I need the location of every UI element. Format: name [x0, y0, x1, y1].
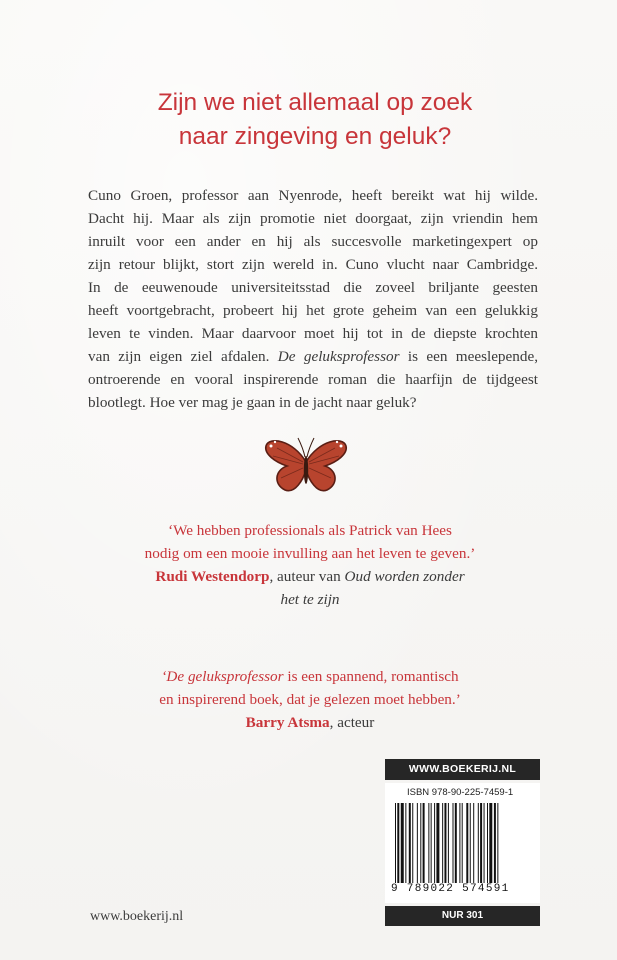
quote-line-rest: is een spannend, romantisch: [283, 668, 459, 685]
book-title-inline: De geluksprofessor: [277, 348, 400, 365]
publisher-url-bar: WWW.BOEKERIJ.NL: [385, 759, 540, 780]
quote-book-title: ‘De geluksprofessor: [161, 668, 284, 685]
barcode-icon: [393, 803, 533, 883]
barcode-digits: 9 789022 574591: [391, 883, 510, 895]
quote-westendorp: [110, 519, 510, 611]
quote-book-title-cont: het te zijn: [280, 591, 340, 608]
blurb-line: Cuno Groen, professor aan Nyenrode, heeft bereikt wat hij wilde.: [88, 187, 538, 204]
blurb-line: heeft voortgebracht, probeert hij het grote geheim van een gelukkig: [88, 302, 538, 319]
blurb-line: blootlegt. Hoe ver mag je gaan in de jacht naar geluk?: [88, 394, 417, 411]
blurb-line: ontroerende en vooral inspirerende roman die haarfijn de tijdgeest: [88, 371, 538, 388]
quote-atsma: [110, 665, 510, 734]
quote-line: nodig om een mooie invulling aan het leven te geven.’: [144, 545, 476, 562]
barcode-box: [385, 783, 540, 903]
blurb-line-8-start: van zijn eigen ziel afdalen.: [88, 348, 278, 365]
quote-attribution: [110, 565, 510, 588]
quote-author-role: , acteur: [329, 714, 375, 731]
butterfly-icon: [263, 432, 349, 498]
blurb-line: [88, 345, 538, 368]
quote-author-name: Rudi Westendorp: [155, 568, 270, 585]
headline-line-2: naar zingeving en geluk?: [178, 123, 452, 150]
blurb-line: inruilt voor een ander en hij als succesvolle marketingexpert op: [88, 233, 538, 250]
quote-attribution-cont: [110, 588, 510, 611]
blurb-line: Dacht hij. Maar als zijn promotie niet doorgaat, zijn vriendin hem: [88, 210, 538, 227]
quote-author-name: Barry Atsma: [245, 714, 330, 731]
blurb-paragraph: [88, 184, 538, 414]
quote-line: en inspirerend boek, dat je gelezen moet hebben.’: [159, 691, 461, 708]
blurb-line: zijn retour blijkt, stort zijn wereld in. Cuno vlucht naar Cambridge.: [88, 256, 538, 273]
headline-line-1: Zijn we niet allemaal op zoek: [157, 89, 473, 116]
quote-line: [110, 665, 510, 688]
blurb-line: In de eeuwenoude universiteitsstad die zoveel briljante geesten: [88, 279, 538, 296]
quote-attribution: [110, 711, 510, 734]
quote-line: ‘We hebben professionals als Patrick van Hees: [168, 522, 452, 539]
website-link[interactable]: www.boekerij.nl: [90, 909, 184, 924]
isbn-label: ISBN 978-90-225-7459-1: [407, 787, 514, 798]
blurb-line: leven te vinden. Maar daarvoor moet hij tot in de diepste krochten: [88, 325, 538, 342]
quote-book-title: Oud worden zonder: [344, 568, 465, 585]
blurb-line-8-end: is een meeslepende,: [399, 348, 538, 365]
quote-author-role: , auteur van: [269, 568, 345, 585]
nur-code-bar: NUR 301: [385, 906, 540, 926]
headline: [150, 86, 480, 154]
